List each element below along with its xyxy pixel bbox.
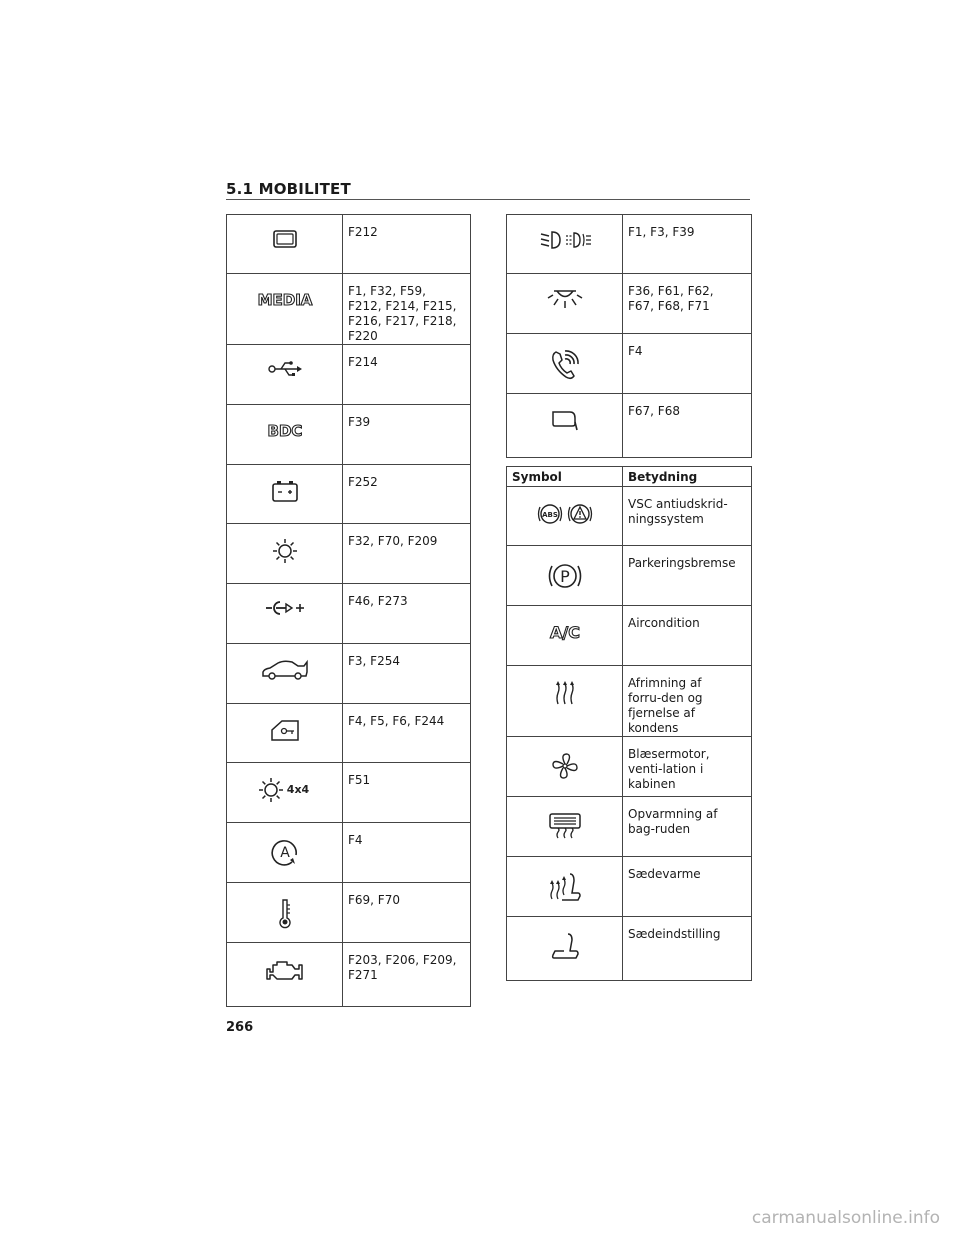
table-row	[227, 215, 471, 274]
defrost-front-icon	[553, 680, 577, 706]
table-row	[507, 274, 752, 334]
column-header-meaning: Betydning	[623, 467, 752, 487]
symbol-meaning: Aircondition	[628, 616, 700, 630]
fuse-table-left	[226, 214, 471, 1007]
parking-brake-icon	[545, 560, 585, 592]
fuse-table-right-top	[506, 214, 752, 458]
engine-icon	[265, 957, 305, 983]
table-row	[507, 917, 752, 981]
svg-text:MEDIA: MEDIA	[257, 291, 312, 309]
column-header-symbol: Symbol	[507, 467, 623, 487]
symbol-meaning-table	[506, 466, 752, 981]
abs-vsc-icon	[536, 501, 594, 527]
table-row	[227, 823, 471, 883]
section-rule	[226, 199, 750, 200]
auto-stop-icon	[270, 837, 300, 867]
table-header	[507, 467, 752, 487]
trailer-hitch-icon	[264, 598, 306, 618]
table-row	[227, 943, 471, 1007]
page-number: 266	[226, 1020, 254, 1035]
fuse-list: F252	[348, 475, 378, 489]
table-row	[227, 763, 471, 823]
fuse-list: F4	[628, 344, 643, 358]
headlight-fog-icon	[538, 229, 592, 251]
fuse-list: F1, F32, F59, F212, F214, F215, F216, F217, F218, F220	[348, 284, 457, 343]
fuse-list: F46, F273	[348, 594, 408, 608]
svg-text:BDC: BDC	[267, 422, 302, 440]
fuse-list: F212	[348, 225, 378, 239]
seat-adjust-icon	[550, 931, 580, 961]
svg-text:4x4: 4x4	[286, 783, 309, 796]
table-row	[227, 345, 471, 405]
symbol-meaning: VSC antiudskrid-ningssystem	[628, 497, 728, 526]
fuse-list: F32, F70, F209	[348, 534, 438, 548]
4x4-icon	[258, 777, 312, 803]
table-row	[507, 334, 752, 394]
thermometer-icon	[277, 897, 293, 929]
fuse-list: F69, F70	[348, 893, 400, 907]
rear-defrost-icon	[547, 811, 583, 839]
symbol-meaning: Sædeindstilling	[628, 927, 721, 941]
table-row	[227, 883, 471, 943]
mirror-icon	[550, 408, 580, 432]
table-row	[507, 737, 752, 797]
symbol-meaning: Blæsermotor, venti-lation i kabinen	[628, 747, 710, 791]
ac-icon	[545, 620, 585, 644]
fuse-list: F51	[348, 773, 371, 787]
table-row	[507, 394, 752, 458]
table-row	[507, 666, 752, 737]
fuse-list: F36, F61, F62, F67, F68, F71	[628, 284, 714, 313]
symbol-meaning: Afrimning af forru-den og fjernelse af kondens	[628, 676, 703, 735]
table-row	[227, 524, 471, 584]
fuse-list: F203, F206, F209, F271	[348, 953, 457, 982]
usb-icon	[267, 359, 303, 379]
interior-light-icon	[547, 288, 583, 312]
section-title: 5.1 MOBILITET	[226, 180, 351, 198]
light-sun-icon	[272, 538, 298, 564]
door-lock-icon	[268, 718, 302, 744]
table-row	[507, 546, 752, 606]
table-row	[507, 797, 752, 857]
media-icon	[257, 288, 313, 310]
screen-icon	[272, 229, 298, 249]
battery-icon	[270, 479, 300, 503]
table-row	[227, 704, 471, 763]
fuse-list: F3, F254	[348, 654, 400, 668]
bdc-icon	[265, 419, 305, 441]
watermark: carmanualsonline.info	[751, 1208, 940, 1228]
table-row	[227, 644, 471, 704]
table-row	[227, 584, 471, 644]
fuse-list: F4	[348, 833, 363, 847]
phone-icon	[548, 348, 582, 382]
table-row	[507, 487, 752, 546]
svg-text:P: P	[559, 567, 570, 586]
fuse-list: F4, F5, F6, F244	[348, 714, 445, 728]
table-row	[507, 857, 752, 917]
table-row	[227, 274, 471, 345]
fuse-list: F1, F3, F39	[628, 225, 695, 239]
table-row	[227, 405, 471, 465]
car-trunk-icon	[260, 658, 310, 682]
fuse-list: F214	[348, 355, 378, 369]
table-row	[227, 465, 471, 524]
symbol-meaning: Opvarmning af bag-ruden	[628, 807, 718, 836]
svg-text:A/C: A/C	[549, 623, 580, 642]
table-row	[507, 606, 752, 666]
symbol-meaning: Sædevarme	[628, 867, 701, 881]
fuse-list: F39	[348, 415, 371, 429]
table-row	[507, 215, 752, 274]
svg-text:ABS: ABS	[541, 511, 558, 519]
fuse-list: F67, F68	[628, 404, 680, 418]
symbol-meaning: Parkeringsbremse	[628, 556, 736, 570]
fan-icon	[550, 751, 580, 781]
svg-text:A: A	[279, 845, 290, 861]
seat-heater-icon	[548, 871, 582, 903]
